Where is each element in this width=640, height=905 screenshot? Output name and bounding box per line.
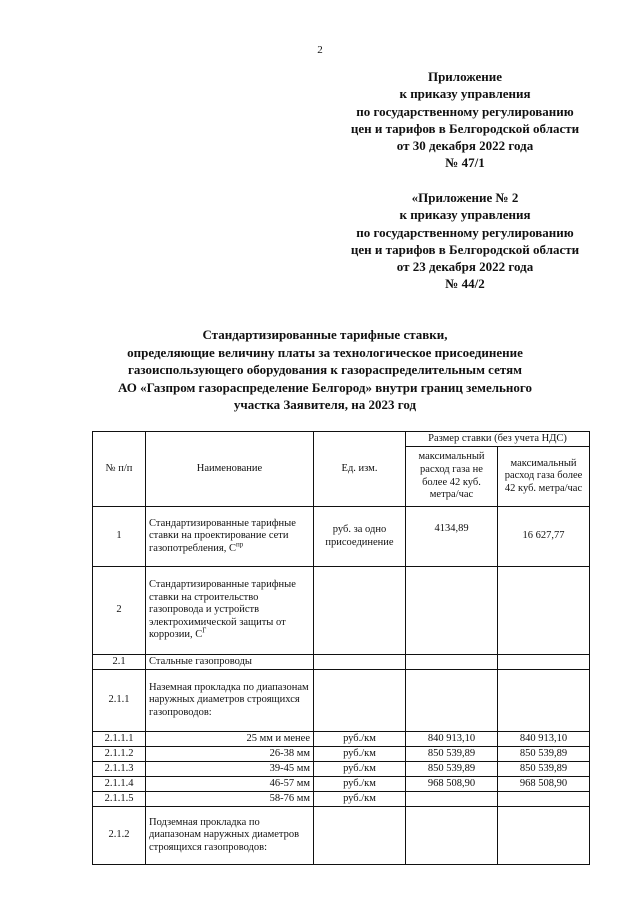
row-name: Стандартизированные тарифные ставки на проектирование сети газопотребления, $С^{пр}$	[146, 507, 314, 567]
row-unit: руб./км	[314, 747, 406, 762]
table-row	[93, 747, 590, 762]
row-unit	[314, 567, 406, 655]
appendix-line: № 47/1	[445, 155, 485, 171]
appendix-line: к приказу управления	[399, 207, 531, 223]
row-value-col2	[498, 792, 590, 807]
row-name: 39-45 мм	[146, 762, 314, 777]
row-value-col2	[498, 807, 590, 865]
row-name: Наземная прокладка по диапазонам наружных диаметров строящихся газопроводов:	[146, 670, 314, 732]
row-value-col1: 968 508,90	[406, 777, 498, 792]
table-row	[93, 732, 590, 747]
header-rate-col2: максимальный расход газа более 42 куб. метра/час	[498, 447, 590, 507]
row-value-col2: 850 539,89	[498, 762, 590, 777]
appendix-original-order	[300, 189, 630, 293]
table-row	[93, 777, 590, 792]
tariff-rates-table	[92, 431, 590, 865]
document-title	[55, 326, 595, 414]
row-unit: руб./км	[314, 777, 406, 792]
table-row	[93, 655, 590, 670]
row-num: 2.1.1.1	[93, 732, 146, 747]
table-header-row	[93, 432, 590, 447]
table-row	[93, 567, 590, 655]
row-value-col1: 840 913,10	[406, 732, 498, 747]
title-line: участка Заявителя, на 2023 год	[233, 397, 417, 412]
row-num: 2.1	[93, 655, 146, 670]
appendix-line: № 44/2	[445, 276, 485, 292]
row-num: 2.1.1.3	[93, 762, 146, 777]
appendix-line: цен и тарифов в Белгородской области	[350, 120, 580, 136]
row-num: 2.1.1.4	[93, 777, 146, 792]
row-unit	[314, 670, 406, 732]
table-row	[93, 762, 590, 777]
row-value-col2: 16 627,77	[498, 507, 590, 567]
appendix-line: по государственному регулированию	[356, 103, 574, 119]
table-row	[93, 670, 590, 732]
row-value-col1	[406, 807, 498, 865]
row-name: Стальные газопроводы	[146, 655, 314, 670]
appendix-current-order	[300, 68, 630, 172]
row-value-col1	[406, 792, 498, 807]
row-value-col2	[498, 655, 590, 670]
title-line: газоиспользующего оборудования к газораспределительным сетям	[128, 362, 522, 377]
row-unit	[314, 655, 406, 670]
row-unit: руб./км	[314, 792, 406, 807]
row-value-col2: 968 508,90	[498, 777, 590, 792]
row-num: 2	[93, 567, 146, 655]
page-number: 2	[317, 44, 323, 56]
appendix-line: к приказу управления	[399, 86, 531, 102]
table-row	[93, 807, 590, 865]
title-line: АО «Газпром газораспределение Белгород» внутри границ земельного	[118, 379, 532, 395]
appendix-line: от 23 декабря 2022 года	[396, 259, 534, 275]
row-value-col2	[498, 567, 590, 655]
appendix-line: от 30 декабря 2022 года	[396, 138, 534, 154]
header-num: № п/п	[93, 432, 146, 507]
title-line: определяющие величину платы за технологическое присоединение	[127, 344, 523, 360]
table-row	[93, 792, 590, 807]
appendix-line: Приложение	[427, 69, 503, 84]
header-rate-group: Размер ставки (без учета НДС)	[406, 432, 590, 447]
header-name: Наименование	[146, 432, 314, 507]
row-name: 58-76 мм	[146, 792, 314, 807]
appendix-line: по государственному регулированию	[356, 224, 574, 240]
row-unit: руб./км	[314, 762, 406, 777]
row-num: 2.1.1.5	[93, 792, 146, 807]
row-unit	[314, 807, 406, 865]
title-line: Стандартизированные тарифные ставки,	[202, 327, 448, 342]
row-num: 2.1.1	[93, 670, 146, 732]
row-unit: руб./км	[314, 732, 406, 747]
row-value-col1	[406, 655, 498, 670]
row-value-col1: 4134,89	[406, 507, 498, 567]
row-value-col1: 850 539,89	[406, 762, 498, 777]
row-name: 25 мм и менее	[146, 732, 314, 747]
row-num: 2.1.1.2	[93, 747, 146, 762]
table-row	[93, 507, 590, 567]
row-value-col1: 850 539,89	[406, 747, 498, 762]
appendix-line: цен и тарифов в Белгородской области	[350, 241, 580, 257]
row-name: Подземная прокладка по диапазонам наружных диаметров строящихся газопроводов:	[146, 807, 314, 865]
row-value-col2: 840 913,10	[498, 732, 590, 747]
appendix-line: «Приложение № 2	[411, 190, 519, 205]
row-value-col2	[498, 670, 590, 732]
row-name: 26-38 мм	[146, 747, 314, 762]
header-rate-col1: максимальный расход газа не более 42 куб. метра/час	[406, 447, 498, 507]
row-value-col1	[406, 670, 498, 732]
row-value-col1	[406, 567, 498, 655]
row-value-col2: 850 539,89	[498, 747, 590, 762]
header-unit: Ед. изм.	[314, 432, 406, 507]
row-num: 1	[93, 507, 146, 567]
row-name: Стандартизированные тарифные ставки на строительство газопровода и устройств электрохимической защиты от коррозии, $С^Г$	[146, 567, 314, 655]
row-num: 2.1.2	[93, 807, 146, 865]
row-name: 46-57 мм	[146, 777, 314, 792]
row-unit: руб. за одно присоединение	[314, 507, 406, 567]
